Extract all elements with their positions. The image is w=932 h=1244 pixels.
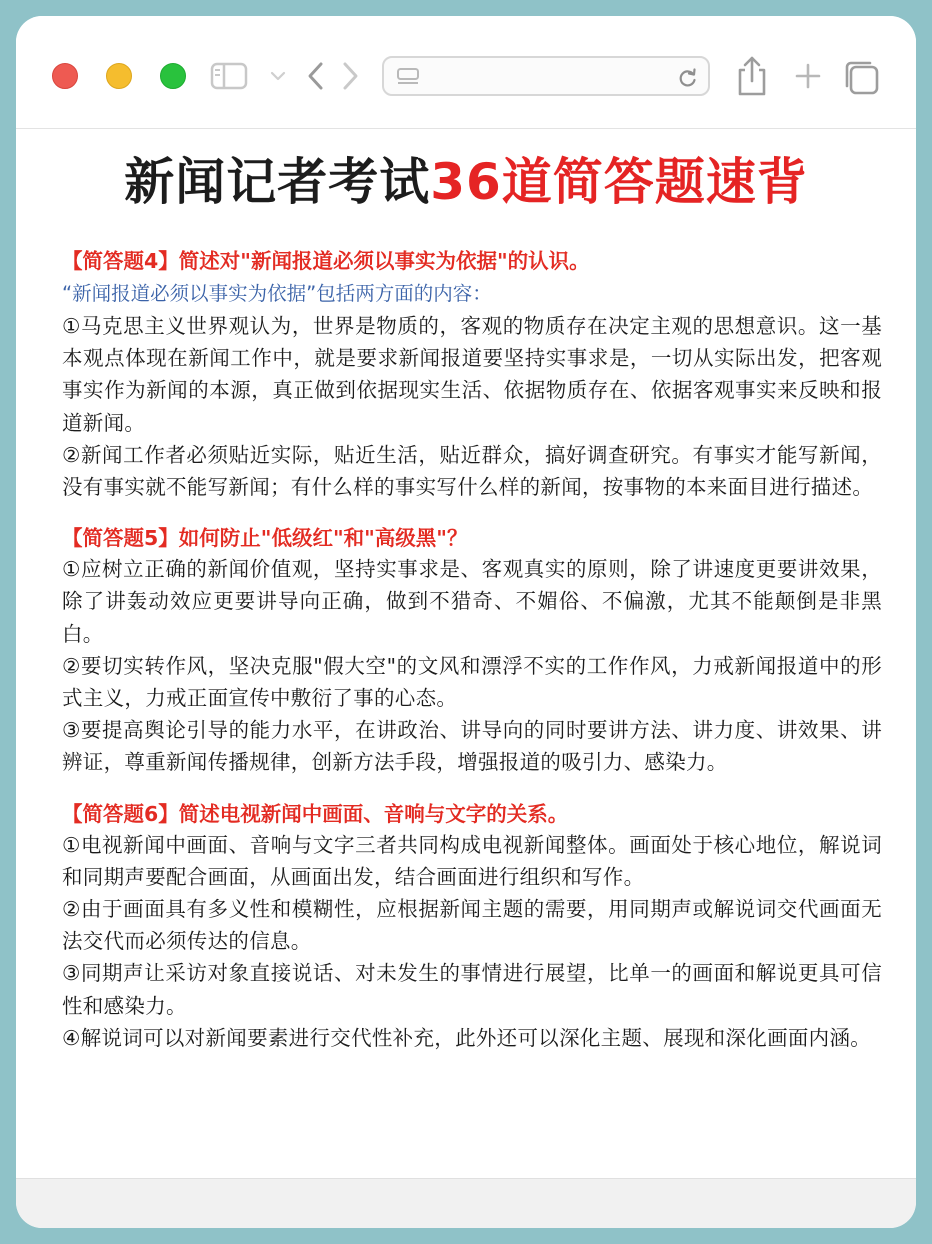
- question-5-point-1: ①应树立正确的新闻价值观，坚持实事求是、客观真实的原则，除了讲速度更要讲效果，除了讲轰动效应更要讲导向正确，做到不猎奇、不媚俗、不偏激，尤其不能颠倒是非黑白。: [62, 557, 882, 646]
- browser-window: [16, 16, 916, 1228]
- question-4-point-1: ①马克思主义世界观认为，世界是物质的，客观的物质存在决定主观的思想意识。这一基本观点体现在新闻工作中，就是要求新闻报道要坚持实事求是，一切从实际出发，把客观事实作为新闻的本源，真正做到依据现实生活、依据物质存在、依据客观事实来反映和报道新闻。: [62, 314, 882, 435]
- question-6-point-1: ①电视新闻中画面、音响与文字三者共同构成电视新闻整体。画面处于核心地位，解说词和同期声要配合画面，从画面出发，结合画面进行组织和写作。: [62, 832, 882, 889]
- reload-icon[interactable]: [678, 67, 698, 89]
- share-icon[interactable]: [732, 54, 772, 98]
- question-4-title: 【简答题4】简述对"新闻报道必须以事实为依据"的认识。: [62, 249, 590, 273]
- question-6-point-4: ④解说词可以对新闻要素进行交代性补充，此外还可以深化主题、展现和深化画面内涵。: [62, 1025, 872, 1050]
- question-4-point-2: ②新闻工作者必须贴近实际，贴近生活，贴近群众，搞好调查研究。有事实才能写新闻，没有事实就不能写新闻；有什么样的事实写什么样的新闻，按事物的本来面目进行描述。: [62, 442, 882, 500]
- headline-black-part: 新闻记者考试: [124, 153, 431, 211]
- page-headline: [16, 146, 916, 218]
- tabs-overview-icon[interactable]: [842, 58, 882, 98]
- forward-arrow-icon[interactable]: [340, 60, 362, 92]
- question-5-point-3: ③要提高舆论引导的能力水平，在讲政治、讲导向的同时要讲方法、讲力度、讲效果、讲辨证，尊重新闻传播规律，创新方法手段，增强报道的吸引力、感染力。: [62, 718, 882, 775]
- question-6-title: 【简答题6】简述电视新闻中画面、音响与文字的关系。: [62, 801, 569, 826]
- address-bar[interactable]: [382, 56, 710, 96]
- zoom-dot[interactable]: [160, 63, 186, 89]
- sidebar-icon[interactable]: [210, 62, 248, 90]
- minimize-dot[interactable]: [106, 63, 132, 89]
- page-content: [16, 130, 916, 1178]
- question-6-point-3: ③同期声让采访对象直接说话、对未发生的事情进行展望，比单一的画面和解说更具可信性和感染力。: [62, 961, 882, 1018]
- article-body: [62, 246, 882, 1054]
- page-icon: [396, 67, 422, 87]
- browser-toolbar: [16, 16, 916, 129]
- back-arrow-icon[interactable]: [304, 60, 326, 92]
- question-4-intro: “新闻报道必须以事实为依据”包括两方面的内容：: [62, 282, 492, 305]
- question-6-point-2: ②由于画面具有多义性和模糊性，应根据新闻主题的需要，用同期声或解说词交代画面无法交代而必须传达的信息。: [62, 897, 882, 954]
- question-5-point-2: ②要切实转作风，坚决克服"假大空"的文风和漂浮不实的工作作风，力戒新闻报道中的形式主义，力戒正面宣传中敷衍了事的心态。: [62, 653, 882, 711]
- plus-icon[interactable]: [794, 62, 822, 90]
- headline-red-part: 36道简答题速背: [430, 153, 808, 211]
- chevron-down-icon[interactable]: [270, 69, 286, 83]
- question-5-title: 【简答题5】如何防止"低级红"和"高级黑"？: [62, 526, 468, 551]
- browser-bottom-bar: [16, 1178, 916, 1228]
- close-dot[interactable]: [52, 63, 78, 89]
